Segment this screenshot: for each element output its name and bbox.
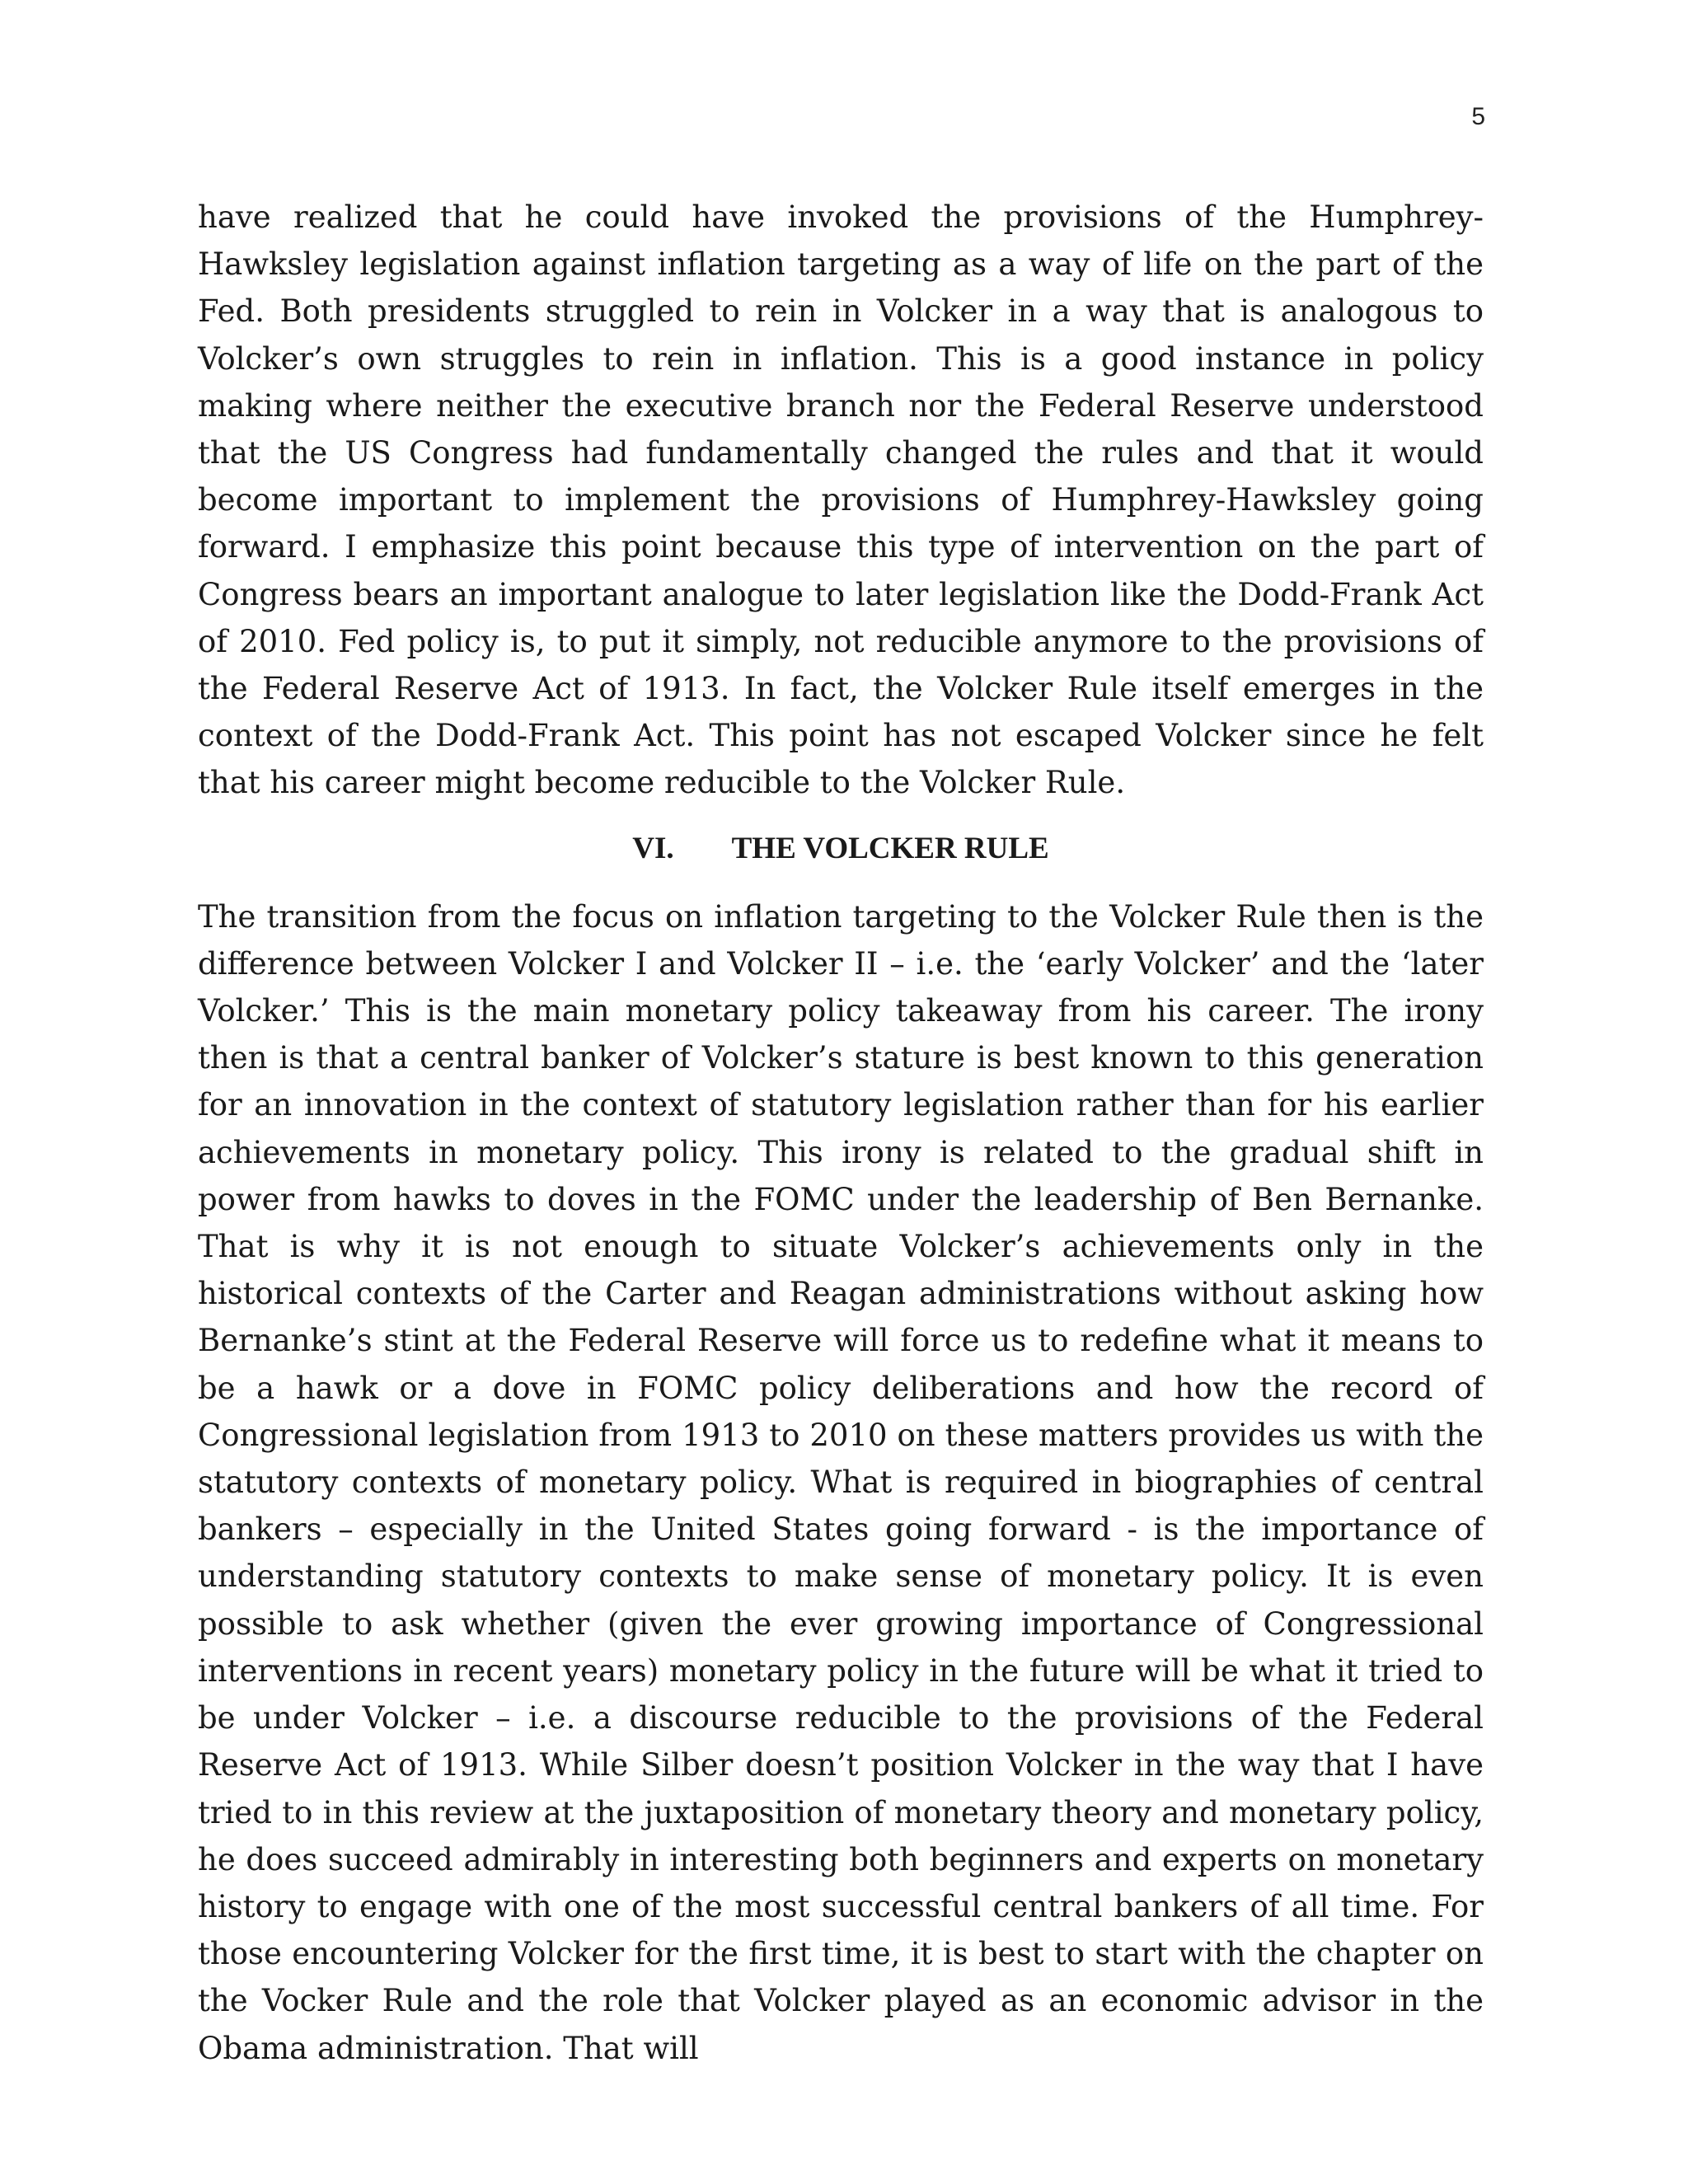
document-body [198, 194, 1484, 2072]
paragraph-continuation: have realized that he could have invoked the provisions of the Humphrey-Hawksley legislation against inflation targeting as a way of life on the part of the Fed. Both presidents struggled to rein in Volcker in a way that is analogous to Volcker’s own struggles to rein in inflation. This is a good instance in policy making where neither the executive branch nor the Federal Reserve understood that the US Congress had fundamentally changed the rules and that it would become important to implement the provisions of Humphrey-Hawksley going forward. I emphasize this point because this type of intervention on the part of Congress bears an important analogue to later legislation like the Dodd-Frank Act of 2010. Fed policy is, to put it simply, not reducible anymore to the provisions of the Federal Reserve Act of 1913. In fact, the Volcker Rule itself emerges in the context of the Dodd-Frank Act. This point has not escaped Volcker since he felt that his career might become reducible to the Volcker Rule. [198, 199, 1484, 801]
paragraph-section-body: The transition from the focus on inflation targeting to the Volcker Rule then is the difference between Volcker I and Volcker II – i.e. the ‘early Volcker’ and the ‘later Volcker.’ This is the main monetary policy takeaway from his career. The irony then is that a central banker of Volcker’s stature is best known to this generation for an innovation in the context of statutory legislation rather than for his earlier achievements in monetary policy. This irony is related to the gradual shift in power from hawks to doves in the FOMC under the leadership of Ben Bernanke. That is why it is not enough to situate Volcker’s achievements only in the historical contexts of the Carter and Reagan administrations without asking how Bernanke’s stint at the Federal Reserve will force us to redefine what it means to be a hawk or a dove in FOMC policy deliberations and how the record of Congressional legislation from 1913 to 2010 on these matters provides us with the statutory contexts of monetary policy. What is required in biographies of central bankers – especially in the United States going forward - is the importance of understanding statutory contexts to make sense of monetary policy. It is even possible to ask whether (given the ever growing importance of Congressional interventions in recent years) monetary policy in the future will be what it tried to be under Volcker – i.e. a discourse reducible to the provisions of the Federal Reserve Act of 1913. While Silber doesn’t position Volcker in the way that I have tried to in this review at the juxtaposition of monetary theory and monetary policy, he does succeed admirably in interesting both beginners and experts on monetary history to engage with one of the most successful central bankers of all time. For those encountering Volcker for the first time, it is best to start with the chapter on the Vocker Rule and the role that Volcker played as an economic advisor in the Obama administration. That will [198, 898, 1484, 2066]
page-number: 5 [1471, 103, 1485, 130]
section-title: THE VOLCKER RULE [731, 831, 1049, 865]
section-heading [198, 825, 1484, 872]
section-number: VI. [632, 831, 674, 865]
